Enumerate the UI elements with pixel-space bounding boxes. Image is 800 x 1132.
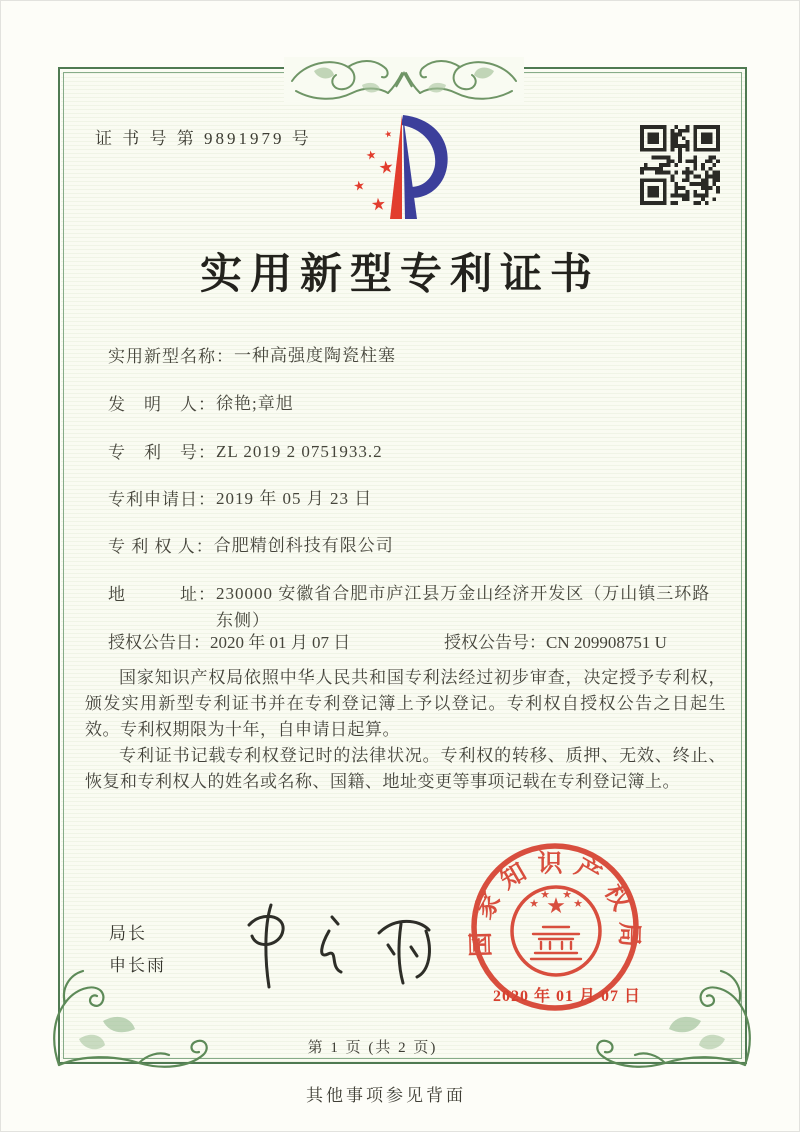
field-value: 合肥精创科技有限公司 xyxy=(213,536,394,555)
field-label: 地 址： xyxy=(108,585,216,604)
back-side-note: 其他事项参见背面 xyxy=(306,1086,466,1105)
field-value: 2019 年 05 月 23 日 xyxy=(216,489,373,508)
field-value: 一种高强度陶瓷柱塞 xyxy=(234,346,396,365)
certificate-title: 实用新型专利证书 xyxy=(199,252,600,298)
field-label: 专利申请日： xyxy=(108,490,216,509)
grant-date-label: 授权公告日： xyxy=(108,633,210,652)
seal-date: 2020 年 01 月 07 日 xyxy=(493,988,642,1005)
qr-code xyxy=(640,125,720,205)
svg-text:★: ★ xyxy=(546,894,566,919)
svg-text:★: ★ xyxy=(352,178,367,195)
field-row-address xyxy=(108,580,721,634)
page-number: 第 1 页 (共 2 页) xyxy=(307,1040,438,1056)
national-emblem-icon xyxy=(512,887,600,975)
legal-paragraph-1: 国家知识产权局依照中华人民共和国专利法经过初步审查，决定授予专利权，颁发实用新型专利证书并在专利登记簿上予以登记。专利权自授权公告之日起生效。专利权期限为十年，自申请日起算。 xyxy=(85,668,726,739)
certificate-number: 证 书 号 第 9891979 号 xyxy=(95,129,312,148)
field-row-patent-name xyxy=(108,342,396,369)
field-label: 专 利 号： xyxy=(108,443,216,462)
field-label: 实用新型名称： xyxy=(108,347,234,366)
svg-text:★: ★ xyxy=(573,897,583,910)
legal-text-block xyxy=(85,665,726,795)
field-value: 230000 安徽省合肥市庐江县万金山经济开发区（万山镇三环路东侧） xyxy=(216,584,711,630)
grant-row xyxy=(108,628,724,653)
field-value: ZL 2019 2 0751933.2 xyxy=(216,442,383,461)
svg-text:★: ★ xyxy=(540,888,550,901)
legal-paragraph-2: 专利证书记载专利权登记时的法律状况。专利权的转移、质押、无效、终止、恢复和专利权人的姓名或名称、国籍、地址变更等事项记载在专利登记簿上。 xyxy=(85,746,726,791)
svg-text:★: ★ xyxy=(562,888,572,901)
field-row-inventors xyxy=(108,390,294,417)
svg-text:★: ★ xyxy=(377,157,396,180)
cnipa-logo-icon xyxy=(341,107,471,225)
commissioner-signature-icon xyxy=(233,897,438,989)
grant-number-value: CN 209908751 U xyxy=(546,633,667,652)
field-row-patentee xyxy=(108,532,394,559)
svg-text:★: ★ xyxy=(529,897,539,910)
top-flourish-ornament-icon xyxy=(284,41,524,113)
svg-text:★: ★ xyxy=(383,129,394,141)
field-row-patent-number xyxy=(108,438,383,465)
seal-text: 国家知识产权局 xyxy=(467,850,643,958)
grant-number-label: 授权公告号： xyxy=(444,633,546,652)
commissioner-name: 申长雨 xyxy=(109,956,166,975)
grant-date-value: 2020 年 01 月 07 日 xyxy=(210,633,351,652)
field-label: 发 明 人： xyxy=(108,395,216,414)
field-value: 徐艳;章旭 xyxy=(216,394,294,413)
svg-text:★: ★ xyxy=(364,147,378,164)
field-label: 专 利 权 人： xyxy=(108,537,214,556)
field-row-filing-date xyxy=(108,485,372,512)
svg-text:★: ★ xyxy=(370,194,388,216)
commissioner-title: 局长 xyxy=(109,924,147,943)
